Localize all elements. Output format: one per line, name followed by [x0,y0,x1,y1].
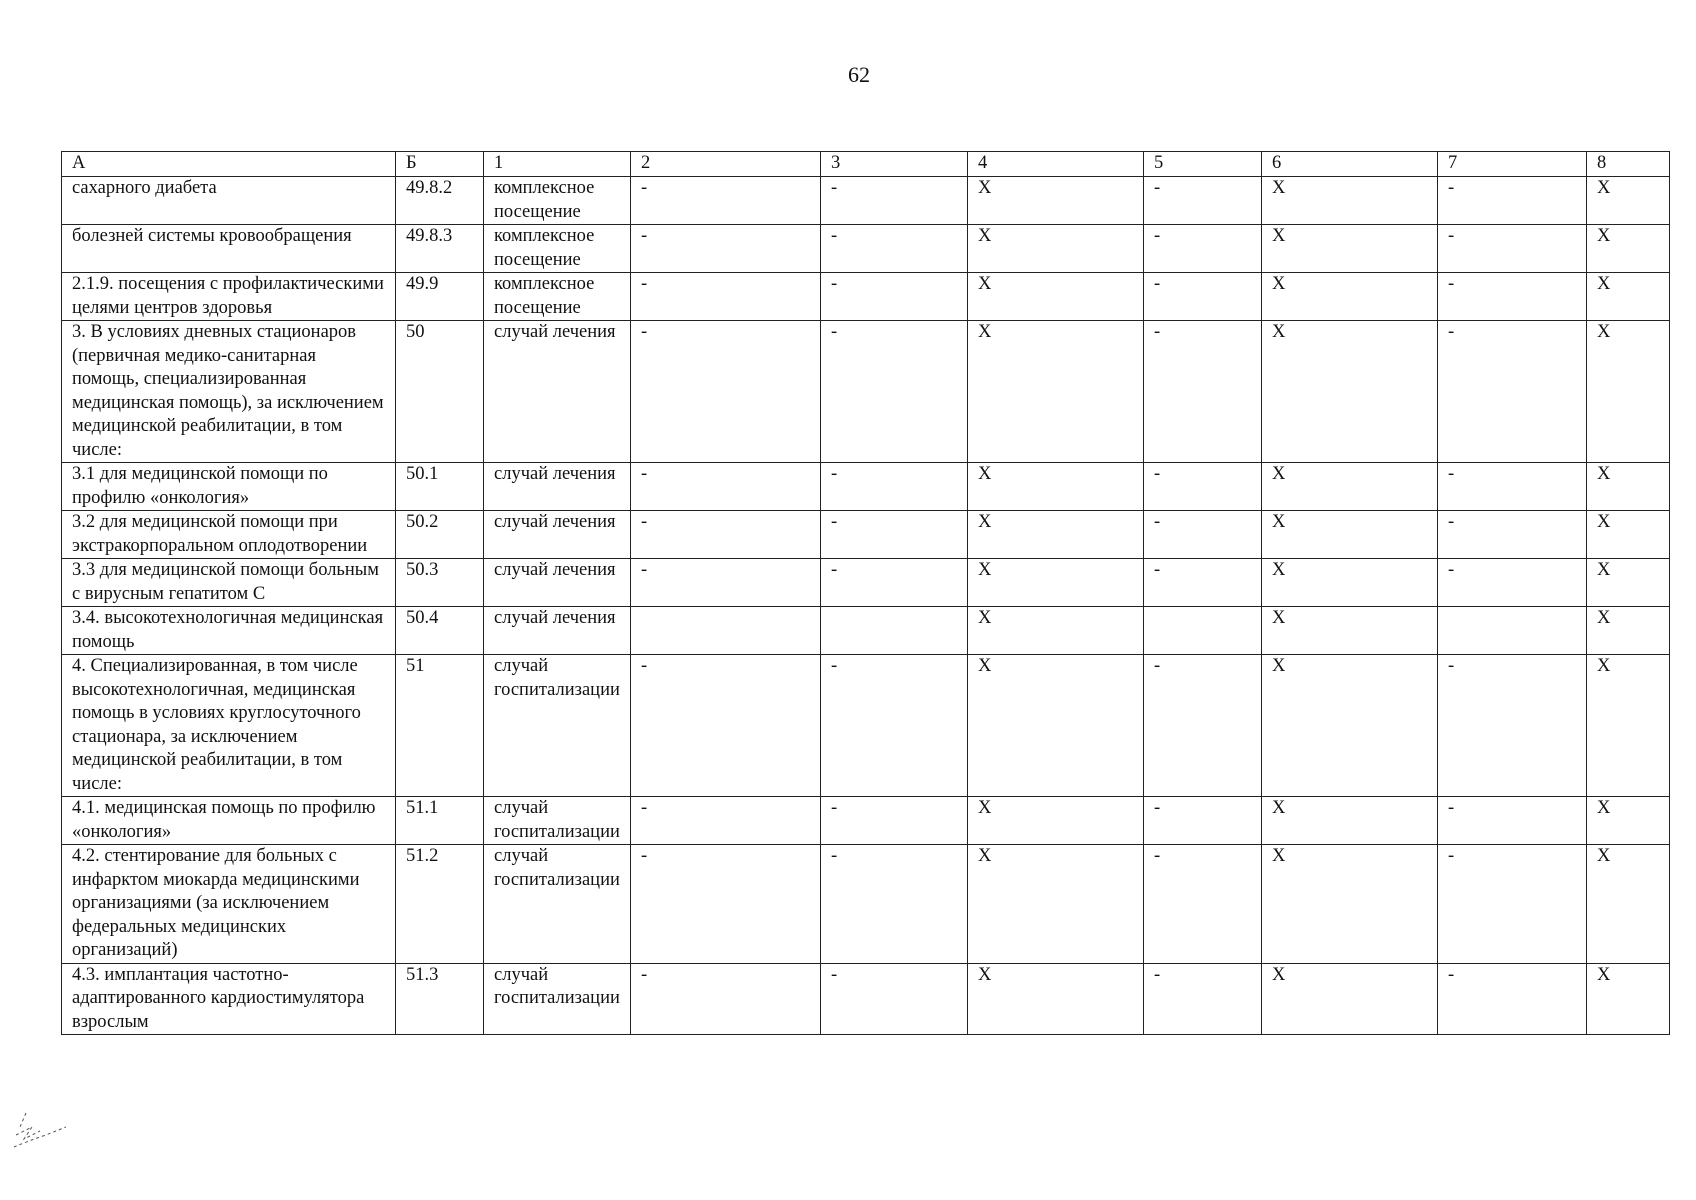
col-6-value: Х [1262,321,1438,463]
col-4-value: Х [968,559,1144,607]
col-3-value: - [821,963,968,1035]
row-label: 4. Специализированная, в том числе высокотехнологичная, медицинская помощь в условиях круглосуточного стационара, за исключением медицинской реабилитации, в том числе: [62,655,396,797]
row-label: 3.2 для медицинской помощи при экстракорпоральном оплодотворении [62,511,396,559]
row-label: 3. В условиях дневных стационаров (первичная медико-санитарная помощь, специализированная медицинская помощь), за исключением медицинской реабилитации, в том числе: [62,321,396,463]
col-7-value: - [1438,559,1587,607]
row-unit: случай лечения [484,511,631,559]
row-code: 50.3 [396,559,484,607]
col-5-value: - [1144,511,1262,559]
col-5-value: - [1144,655,1262,797]
col-4-value: Х [968,607,1144,655]
header-cell-a: А [62,152,396,177]
col-2-value: - [631,655,821,797]
scan-mark [6,1105,66,1155]
col-5-value [1144,607,1262,655]
row-label: 4.3. имплантация частотно-адаптированного кардиостимулятора взрослым [62,963,396,1035]
row-unit: случай госпитализации [484,655,631,797]
row-code: 49.9 [396,273,484,321]
col-6-value: Х [1262,225,1438,273]
row-code: 50.2 [396,511,484,559]
col-5-value: - [1144,797,1262,845]
col-7-value: - [1438,797,1587,845]
col-8-value: Х [1587,463,1670,511]
col-4-value: Х [968,321,1144,463]
row-code: 49.8.3 [396,225,484,273]
col-6-value: Х [1262,797,1438,845]
table-row [62,845,1670,964]
col-3-value: - [821,225,968,273]
col-7-value: - [1438,321,1587,463]
col-3-value: - [821,463,968,511]
col-6-value: Х [1262,177,1438,225]
col-5-value: - [1144,177,1262,225]
header-cell-8: 8 [1587,152,1670,177]
col-5-value: - [1144,845,1262,964]
col-2-value: - [631,559,821,607]
col-7-value: - [1438,463,1587,511]
col-6-value: Х [1262,463,1438,511]
row-code: 51.1 [396,797,484,845]
col-5-value: - [1144,321,1262,463]
col-4-value: Х [968,273,1144,321]
col-7-value: - [1438,511,1587,559]
col-2-value: - [631,797,821,845]
col-4-value: Х [968,845,1144,964]
row-unit: комплексное посещение [484,273,631,321]
col-2-value: - [631,225,821,273]
header-cell-7: 7 [1438,152,1587,177]
table-row [62,225,1670,273]
row-unit: случай лечения [484,463,631,511]
table-row [62,559,1670,607]
col-4-value: Х [968,797,1144,845]
table-row [62,321,1670,463]
header-cell-5: 5 [1144,152,1262,177]
row-unit: случай госпитализации [484,845,631,964]
row-unit: комплексное посещение [484,177,631,225]
header-cell-1: 1 [484,152,631,177]
row-code: 51.2 [396,845,484,964]
table-row [62,607,1670,655]
col-8-value: Х [1587,655,1670,797]
col-3-value: - [821,321,968,463]
table-row [62,177,1670,225]
row-label: болезней системы кровообращения [62,225,396,273]
row-unit: случай лечения [484,559,631,607]
header-cell-4: 4 [968,152,1144,177]
row-label: 4.2. стентирование для больных с инфарктом миокарда медицинскими организациями (за исключением федеральных медицинских организаций) [62,845,396,964]
row-code: 50.4 [396,607,484,655]
row-code: 50.1 [396,463,484,511]
col-7-value: - [1438,655,1587,797]
col-3-value [821,607,968,655]
col-7-value: - [1438,845,1587,964]
data-table [61,151,1670,1035]
col-8-value: Х [1587,273,1670,321]
col-3-value: - [821,797,968,845]
row-label: 4.1. медицинская помощь по профилю «онкология» [62,797,396,845]
col-3-value: - [821,273,968,321]
col-7-value [1438,607,1587,655]
col-8-value: Х [1587,177,1670,225]
row-label: 3.4. высокотехнологичная медицинская помощь [62,607,396,655]
col-8-value: Х [1587,607,1670,655]
col-8-value: Х [1587,963,1670,1035]
col-8-value: Х [1587,559,1670,607]
table-row [62,655,1670,797]
col-7-value: - [1438,273,1587,321]
col-4-value: Х [968,655,1144,797]
header-row [62,152,1670,177]
col-8-value: Х [1587,845,1670,964]
col-2-value: - [631,177,821,225]
row-code: 49.8.2 [396,177,484,225]
col-4-value: Х [968,177,1144,225]
col-8-value: Х [1587,511,1670,559]
col-6-value: Х [1262,963,1438,1035]
table-row [62,273,1670,321]
col-6-value: Х [1262,273,1438,321]
col-2-value: - [631,463,821,511]
row-label: 3.1 для медицинской помощи по профилю «онкология» [62,463,396,511]
row-unit: случай лечения [484,321,631,463]
table-row [62,797,1670,845]
col-2-value: - [631,321,821,463]
col-5-value: - [1144,463,1262,511]
row-unit: случай лечения [484,607,631,655]
row-unit: комплексное посещение [484,225,631,273]
header-cell-b: Б [396,152,484,177]
header-cell-2: 2 [631,152,821,177]
col-5-value: - [1144,273,1262,321]
row-unit: случай госпитализации [484,797,631,845]
col-5-value: - [1144,225,1262,273]
col-2-value: - [631,845,821,964]
row-unit: случай госпитализации [484,963,631,1035]
row-code: 51 [396,655,484,797]
col-3-value: - [821,559,968,607]
col-7-value: - [1438,225,1587,273]
col-6-value: Х [1262,511,1438,559]
table-row [62,963,1670,1035]
col-3-value: - [821,845,968,964]
row-label: сахарного диабета [62,177,396,225]
row-code: 50 [396,321,484,463]
col-8-value: Х [1587,797,1670,845]
col-2-value: - [631,963,821,1035]
col-4-value: Х [968,463,1144,511]
col-2-value [631,607,821,655]
table-row [62,511,1670,559]
col-6-value: Х [1262,655,1438,797]
col-6-value: Х [1262,607,1438,655]
col-4-value: Х [968,963,1144,1035]
page-number: 62 [848,62,870,87]
col-6-value: Х [1262,845,1438,964]
header-cell-3: 3 [821,152,968,177]
row-code: 51.3 [396,963,484,1035]
row-label: 2.1.9. посещения с профилактическими целями центров здоровья [62,273,396,321]
row-label: 3.3 для медицинской помощи больным с вирусным гепатитом С [62,559,396,607]
col-4-value: Х [968,225,1144,273]
col-3-value: - [821,655,968,797]
col-6-value: Х [1262,559,1438,607]
col-8-value: Х [1587,321,1670,463]
col-7-value: - [1438,963,1587,1035]
col-3-value: - [821,511,968,559]
table-row [62,463,1670,511]
col-7-value: - [1438,177,1587,225]
col-5-value: - [1144,559,1262,607]
col-2-value: - [631,511,821,559]
col-4-value: Х [968,511,1144,559]
header-cell-6: 6 [1262,152,1438,177]
col-3-value: - [821,177,968,225]
col-2-value: - [631,273,821,321]
col-8-value: Х [1587,225,1670,273]
col-5-value: - [1144,963,1262,1035]
